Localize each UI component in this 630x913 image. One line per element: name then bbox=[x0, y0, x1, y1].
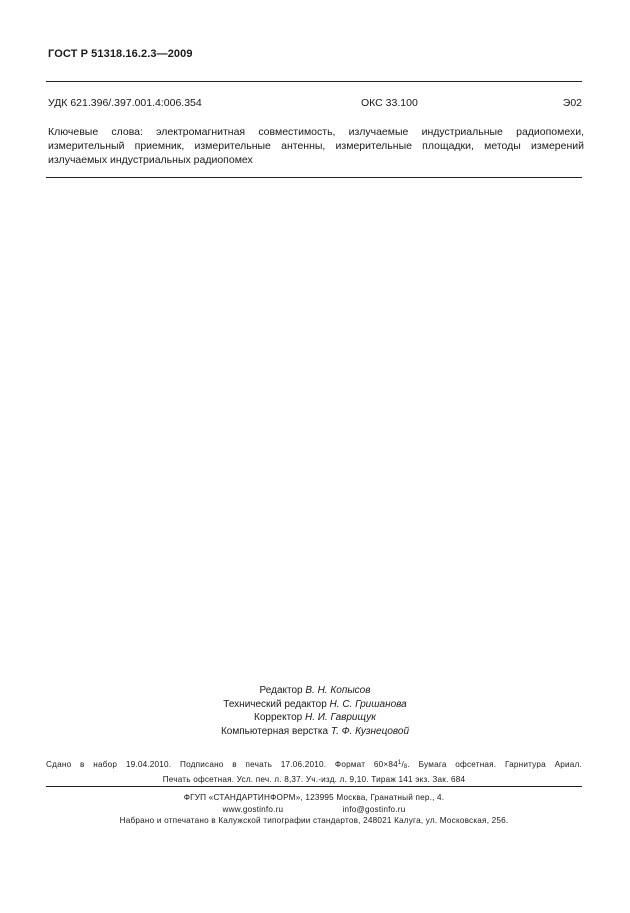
staff-name: В. Н. Копысов bbox=[305, 685, 371, 696]
staff-role: Корректор bbox=[254, 712, 303, 723]
publisher-line1: ФГУП «СТАНДАРТИНФОРМ», 123995 Москва, Гранатный пер., 4. bbox=[183, 793, 445, 802]
udk-code: УДК 621.396/.397.001.4:006.354 bbox=[48, 97, 202, 109]
staff-role: Редактор bbox=[259, 685, 303, 696]
standard-number: ГОСТ Р 51318.16.2.3—2009 bbox=[48, 48, 193, 60]
print-divider bbox=[46, 786, 582, 787]
staff-line-tech-editor bbox=[150, 698, 480, 712]
publisher-info bbox=[46, 792, 582, 827]
print-info-line2: Печать офсетная. Усл. печ. л. 8,37. Уч.-изд. л. 9,10. Тираж 141 экз. Зак. 684 bbox=[162, 774, 466, 784]
staff-line-corrector bbox=[150, 711, 480, 725]
keywords-text: Ключевые слова: электромагнитная совместимость, излучаемые индустриальные радиопомехи, измерительный приемник, измерительные антенны, измерительные площадки, методы измерений излучаемых индустриальных радиопомех bbox=[48, 126, 584, 166]
top-divider bbox=[46, 81, 582, 82]
publisher-line3: Набрано и отпечатано в Калужской типографии стандартов, 248021 Калуга, ул. Московская, 256. bbox=[119, 816, 509, 825]
publisher-email: info@gostinfo.ru bbox=[342, 804, 406, 814]
oks-code: ОКС 33.100 bbox=[361, 97, 418, 109]
keywords-divider bbox=[46, 177, 582, 178]
publisher-website: www.gostinfo.ru bbox=[222, 804, 284, 814]
staff-name: Т. Ф. Кузнецовой bbox=[330, 725, 410, 737]
classification-row bbox=[48, 97, 582, 111]
editorial-staff bbox=[150, 684, 480, 738]
publisher-contacts bbox=[46, 804, 582, 816]
staff-name: Н. С. Гришанова bbox=[329, 698, 407, 710]
group-code: Э02 bbox=[562, 97, 582, 109]
staff-role: Компьютерная верстка bbox=[220, 725, 329, 737]
print-info-line1: Сдано в набор 19.04.2010. Подписано в печать 17.06.2010. Формат $60\times 84^1/_8$. Бумага офсетная. Гарнитура Ариал. bbox=[46, 760, 582, 770]
staff-line-layout bbox=[150, 725, 480, 739]
print-info bbox=[46, 757, 582, 786]
staff-line-editor bbox=[150, 684, 480, 698]
staff-name: Н. И. Гаврищук bbox=[304, 712, 376, 723]
staff-role: Технический редактор bbox=[223, 698, 327, 710]
